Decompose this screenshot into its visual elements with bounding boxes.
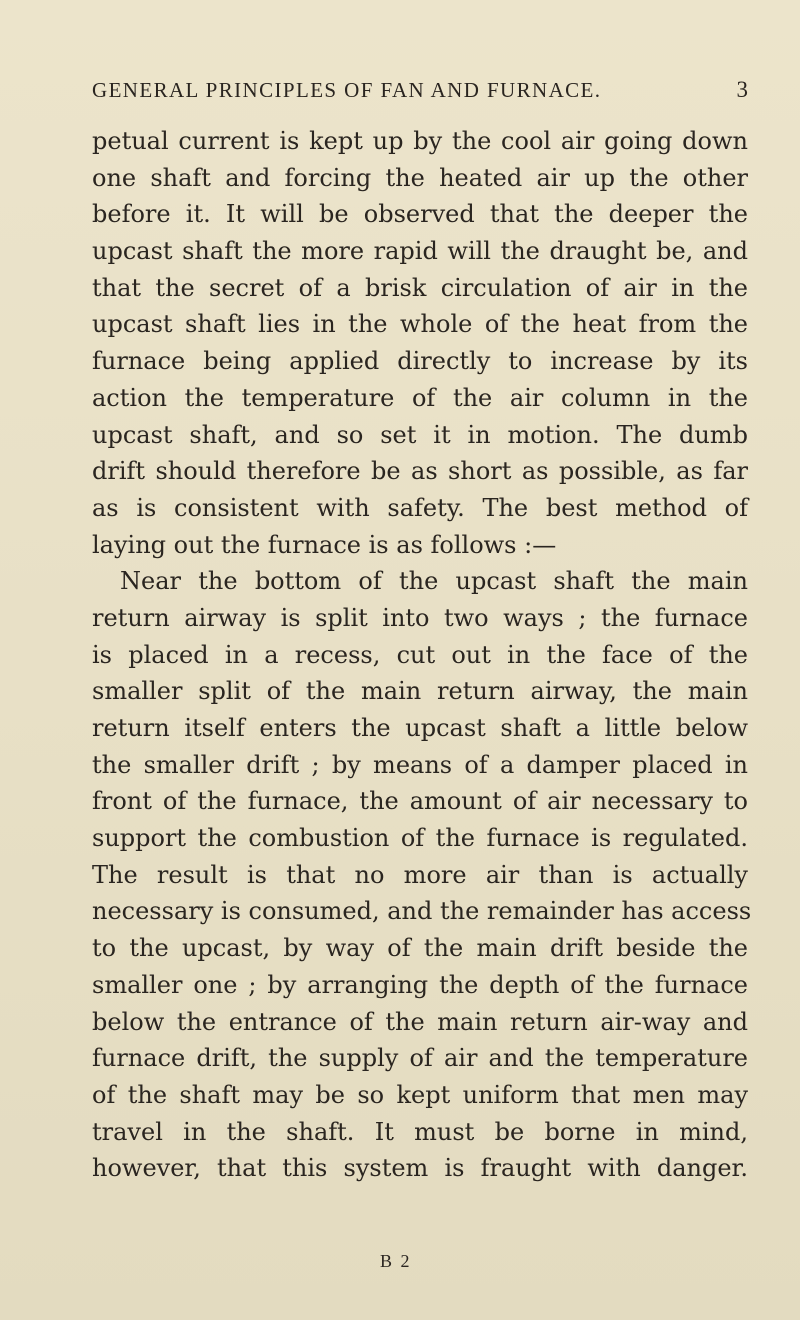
text-line: petual current is kept up by the cool air going down	[92, 127, 748, 155]
text-line: return airway is split into two ways ; the furnace	[92, 603, 748, 632]
text-line: upcast shaft lies in the whole of the heat from the	[92, 310, 748, 339]
signature-mark: B 2	[380, 1251, 412, 1271]
text-line: below the entrance of the main return air-way and	[92, 1007, 748, 1036]
text-line: the smaller drift ; by means of a damper placed in	[92, 750, 748, 779]
text-line: travel in the shaft. It must be borne in mind,	[92, 1117, 748, 1146]
text-line: as is consistent with safety. The best method of	[92, 493, 748, 522]
text-line: front of the furnace, the amount of air necessary to	[92, 787, 748, 816]
text-line: necessary is consumed, and the remainder has access	[92, 897, 752, 926]
text-line: laying out the furnace is as follows :—	[92, 530, 557, 559]
text-line: to the upcast, by way of the main drift beside the	[92, 934, 748, 963]
text-line: drift should therefore be as short as possible, as far	[92, 457, 748, 486]
text-line: action the temperature of the air column in the	[92, 383, 748, 412]
running-head	[92, 78, 748, 108]
text-line: is placed in a recess, cut out in the face of the	[92, 640, 748, 669]
text-line: however, that this system is fraught with danger.	[92, 1154, 748, 1183]
text-line: before it. It will be observed that the deeper the	[92, 200, 748, 229]
page-number: 3	[736, 77, 748, 102]
text-line: support the combustion of the furnace is regulated.	[92, 824, 748, 853]
body-text	[92, 123, 752, 1187]
text-line: return itself enters the upcast shaft a little below	[92, 714, 748, 742]
text-line: that the secret of a brisk circulation of air in the	[92, 273, 748, 302]
text-line: smaller one ; by arranging the depth of the furnace	[92, 970, 748, 999]
text-line: upcast shaft the more rapid will the draught be, and	[92, 237, 748, 266]
running-head-title: GENERAL PRINCIPLES OF FAN AND FURNACE.	[92, 78, 602, 102]
text-line: of the shaft may be so kept uniform that men may	[92, 1080, 748, 1109]
text-line: Near the bottom of the upcast shaft the main	[120, 567, 748, 596]
text-line: furnace being applied directly to increase by its	[92, 347, 748, 376]
text-line: upcast shaft, and so set it in motion. The dumb	[92, 420, 748, 449]
text-line: smaller split of the main return airway, the main	[92, 677, 748, 706]
text-line: The result is that no more air than is actually	[92, 860, 748, 889]
text-line: one shaft and forcing the heated air up the other	[92, 163, 748, 192]
text-line: furnace drift, the supply of air and the temperature	[92, 1044, 748, 1073]
